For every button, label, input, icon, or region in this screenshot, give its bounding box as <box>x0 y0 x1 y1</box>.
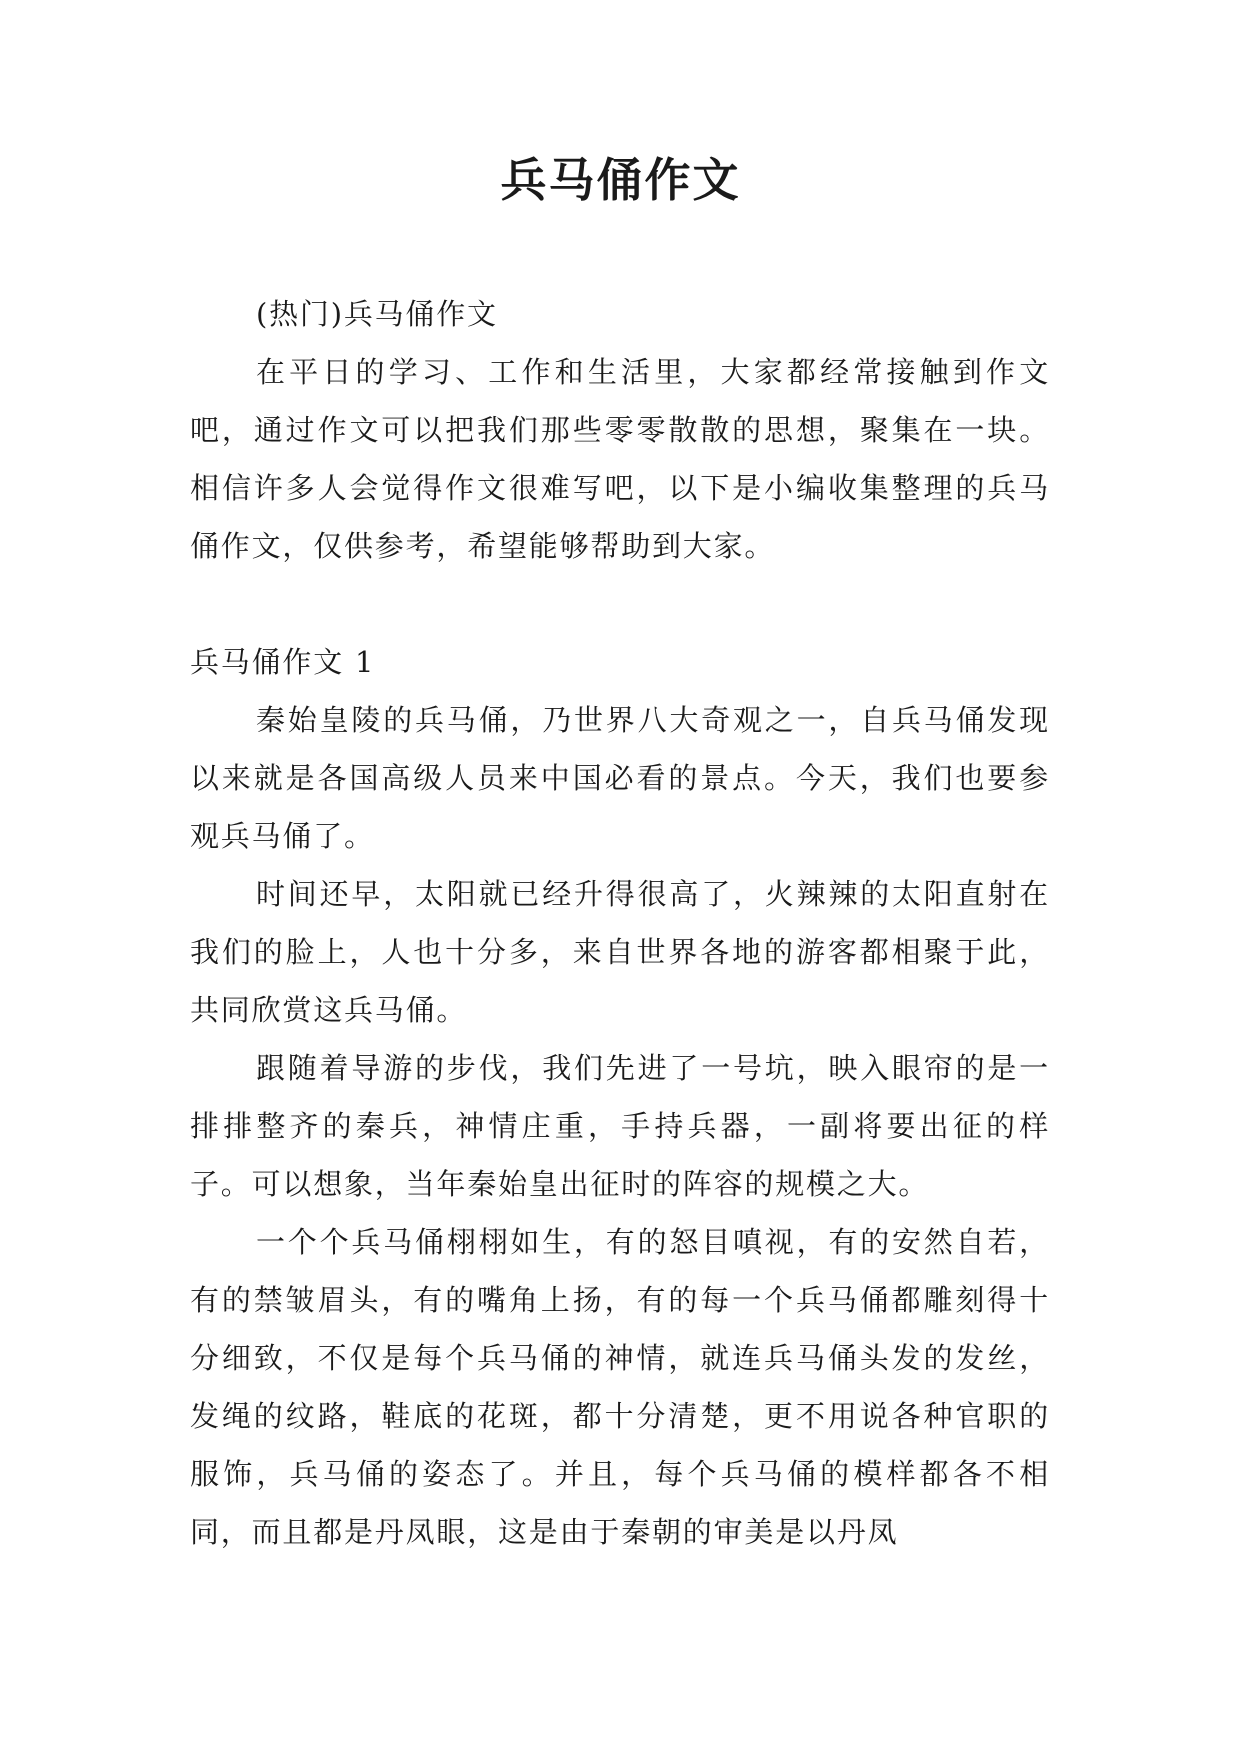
section-paragraph: 一个个兵马俑栩栩如生，有的怒目嗔视，有的安然自若，有的禁皱眉头，有的嘴角上扬，有的每一个兵马俑都雕刻得十分细致，不仅是每个兵马俑的神情，就连兵马俑头发的发丝，发绳的纹路，鞋底的花斑，都十分清楚，更不用说各种官职的服饰，兵马俑的姿态了。并且，每个兵马俑的模样都各不相同，而且都是丹凤眼，这是由于秦朝的审美是以丹凤 <box>190 1225 1050 1549</box>
section-paragraph: 跟随着导游的步伐，我们先进了一号坑，映入眼帘的是一排排整齐的秦兵，神情庄重，手持兵器，一副将要出征的样子。可以想象，当年秦始皇出征时的阵容的规模之大。 <box>190 1051 1050 1201</box>
section-paragraph: 秦始皇陵的兵马俑，乃世界八大奇观之一，自兵马俑发现以来就是各国高级人员来中国必看的景点。今天，我们也要参观兵马俑了。 <box>190 703 1050 853</box>
section-heading: 兵马俑作文 1 <box>190 645 376 679</box>
intro-paragraph: 在平日的学习、工作和生活里，大家都经常接触到作文吧，通过作文可以把我们那些零零散散的思想，聚集在一块。相信许多人会觉得作文很难写吧，以下是小编收集整理的兵马俑作文，仅供参考，希望能够帮助到大家。 <box>190 355 1050 563</box>
section-paragraph: 时间还早，太阳就已经升得很高了，火辣辣的太阳直射在我们的脸上，人也十分多，来自世界各地的游客都相聚于此，共同欣赏这兵马俑。 <box>190 877 1050 1027</box>
document-title: 兵马俑作文 <box>500 153 741 207</box>
section-gap <box>190 575 1050 633</box>
intro-subtitle: (热门)兵马俑作文 <box>256 297 498 331</box>
document-body <box>190 285 1050 1561</box>
